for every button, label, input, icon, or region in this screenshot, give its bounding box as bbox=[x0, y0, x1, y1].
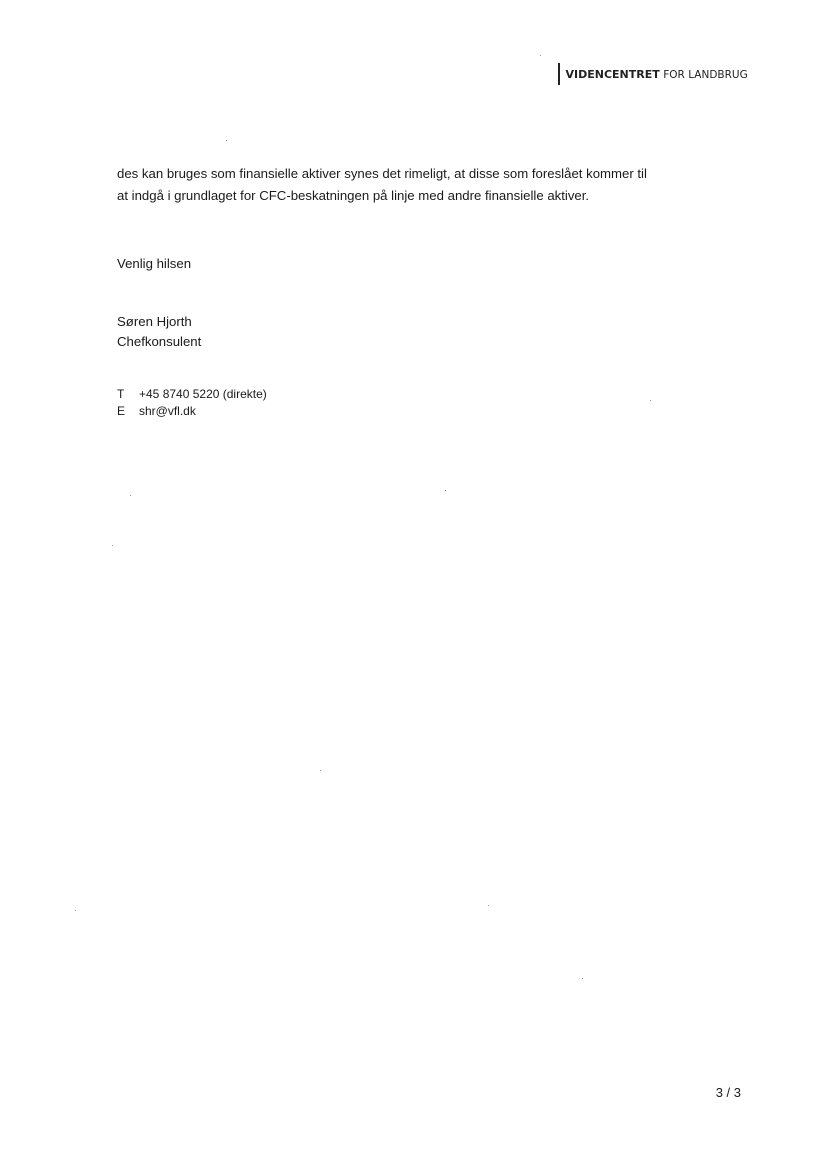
signer-name: Søren Hjorth bbox=[117, 314, 192, 329]
email-label: E bbox=[117, 404, 126, 418]
body-line-1: des kan bruges som finansielle aktiver synes det rimeligt, at disse som foreslået kommer til bbox=[117, 166, 647, 181]
scan-speck bbox=[488, 905, 489, 906]
logo-divider bbox=[558, 63, 560, 85]
closing-salutation: Venlig hilsen bbox=[117, 256, 192, 271]
phone-row bbox=[117, 386, 267, 403]
letter-body bbox=[117, 163, 697, 207]
scan-speck bbox=[540, 55, 541, 56]
organization-logo bbox=[558, 63, 748, 85]
scan-speck bbox=[226, 140, 227, 141]
scan-speck bbox=[650, 400, 651, 401]
signer-title: Chefkonsulent bbox=[117, 334, 202, 349]
scan-speck bbox=[320, 770, 321, 771]
contact-block bbox=[117, 386, 267, 420]
logo-light-text: FOR LANDBRUG bbox=[663, 68, 748, 81]
email-row bbox=[117, 403, 267, 420]
scan-speck bbox=[582, 978, 583, 979]
logo-bold-text: VIDENCENTRET bbox=[565, 67, 660, 81]
scan-speck bbox=[75, 910, 76, 911]
phone-number: +45 8740 5220 (direkte) bbox=[139, 387, 267, 401]
page-number: 3 / 3 bbox=[715, 1085, 741, 1100]
scan-speck bbox=[112, 545, 113, 546]
body-line-2: at indgå i grundlaget for CFC-beskatningen på linje med andre finansielle aktiver. bbox=[117, 188, 590, 203]
email-address: shr@vfl.dk bbox=[139, 404, 196, 418]
signature-block bbox=[117, 312, 201, 352]
phone-label: T bbox=[117, 387, 125, 401]
scan-speck bbox=[445, 490, 446, 491]
logo-wordmark bbox=[566, 68, 748, 81]
scan-speck bbox=[130, 495, 131, 496]
